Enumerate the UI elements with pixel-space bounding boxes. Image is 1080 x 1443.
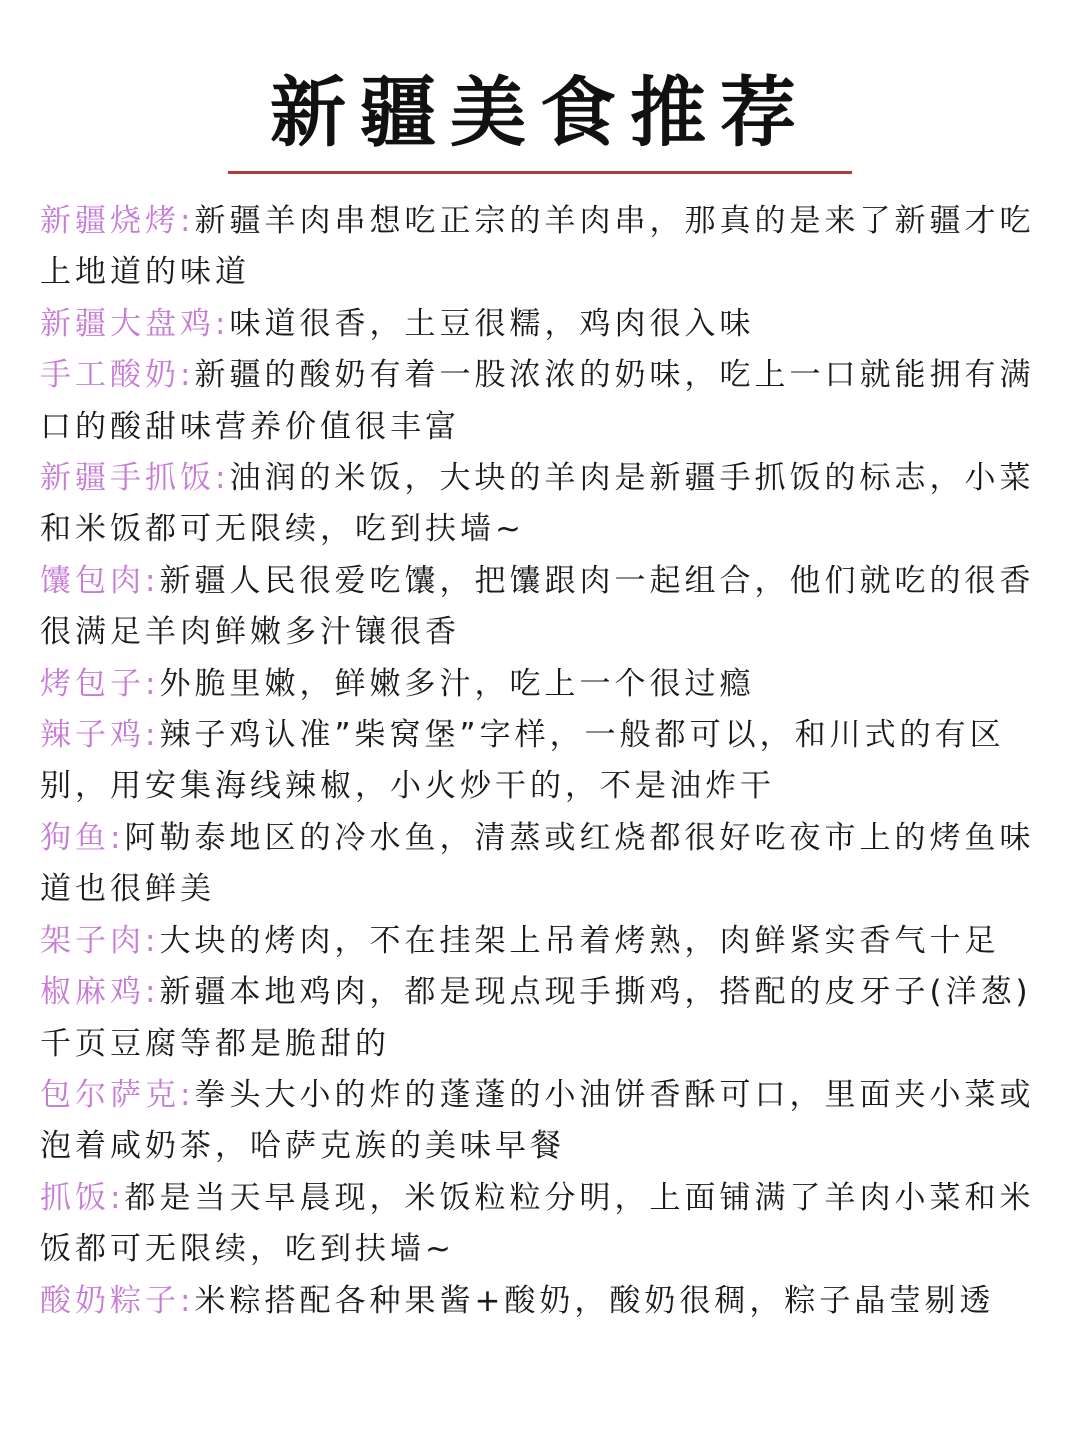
item-description: 油润的米饭，大块的羊肉是新疆手抓饭的标志，小菜和米饭都可无限续，吃到扶墙~	[40, 460, 1035, 548]
item-description: 新疆人民很爱吃馕，把馕跟肉一起组合，他们就吃的很香很满足羊肉鲜嫩多汁镶很香	[40, 562, 1035, 651]
item-label: 酸奶粽子	[40, 1282, 180, 1319]
item-description: 新疆本地鸡肉，都是现点现手撕鸡，搭配的皮牙子(洋葱)千页豆腐等都是脆甜的	[40, 974, 1032, 1062]
item-label: 辣子鸡	[40, 717, 145, 754]
list-item: 包尔萨克:拳头大小的炸的蓬蓬的小油饼香酥可口，里面夹小菜或泡着咸奶茶，哈萨克族的美味早餐	[40, 1076, 1035, 1165]
item-label: 新疆大盘鸡	[40, 305, 215, 342]
item-description: 味道很香，土豆很糯，鸡肉很入味	[229, 305, 755, 342]
item-label: 抓饭	[40, 1179, 110, 1216]
item-description: 阿勒泰地区的冷水鱼，清蒸或红烧都很好吃夜市上的烤鱼味道也很鲜美	[40, 819, 1035, 908]
list-item: 新疆烧烤:新疆羊肉串想吃正宗的羊肉串，那真的是来了新疆才吃上地道的味道	[40, 203, 1035, 291]
list-item: 馕包肉:新疆人民很爱吃馕，把馕跟肉一起组合，他们就吃的很香很满足羊肉鲜嫩多汁镶很香	[40, 562, 1035, 651]
item-label: 狗鱼	[40, 819, 110, 856]
item-description: 米粽搭配各种果酱+酸奶，酸奶很稠，粽子晶莹剔透	[194, 1282, 995, 1319]
list-item: 新疆大盘鸡:味道很香，土豆很糯，鸡肉很入味	[40, 305, 755, 342]
list-item: 抓饭:都是当天早晨现，米饭粒粒分明，上面铺满了羊肉小菜和米饭都可无限续，吃到扶墙~	[40, 1179, 1035, 1268]
list-item: 狗鱼:阿勒泰地区的冷水鱼，清蒸或红烧都很好吃夜市上的烤鱼味道也很鲜美	[40, 819, 1035, 908]
item-label: 手工酸奶	[40, 357, 180, 394]
list-item: 椒麻鸡:新疆本地鸡肉，都是现点现手撕鸡，搭配的皮牙子(洋葱)千页豆腐等都是脆甜的	[40, 974, 1032, 1062]
item-description: 新疆的酸奶有着一股浓浓的奶味，吃上一口就能拥有满口的酸甜味营养价值很丰富	[40, 357, 1035, 445]
list-item: 烤包子:外脆里嫩，鲜嫩多汁，吃上一个很过瘾	[40, 665, 755, 702]
list-item: 手工酸奶:新疆的酸奶有着一股浓浓的奶味，吃上一口就能拥有满口的酸甜味营养价值很丰富	[40, 357, 1035, 445]
title-underline	[228, 171, 852, 174]
item-description: 新疆羊肉串想吃正宗的羊肉串，那真的是来了新疆才吃上地道的味道	[40, 203, 1035, 291]
list-item: 辣子鸡:辣子鸡认准”柴窝堡”字样，一般都可以，和川式的有区别，用安集海线辣椒，小火炒干的，不是油炸干	[40, 717, 1005, 805]
item-label: 烤包子	[40, 665, 145, 702]
item-description: 拳头大小的炸的蓬蓬的小油饼香酥可口，里面夹小菜或泡着咸奶茶，哈萨克族的美味早餐	[40, 1076, 1035, 1165]
list-item: 酸奶粽子:米粽搭配各种果酱+酸奶，酸奶很稠，粽子晶莹剔透	[40, 1282, 995, 1319]
item-label: 馕包肉	[40, 562, 145, 599]
item-description: 都是当天早晨现，米饭粒粒分明，上面铺满了羊肉小菜和米饭都可无限续，吃到扶墙~	[40, 1179, 1035, 1268]
item-description: 外脆里嫩，鲜嫩多汁，吃上一个很过瘾	[159, 665, 755, 702]
list-item: 架子肉:大块的烤肉，不在挂架上吊着烤熟，肉鲜紧实香气十足	[40, 922, 1000, 959]
item-description: 辣子鸡认准”柴窝堡”字样，一般都可以，和川式的有区别，用安集海线辣椒，小火炒干的，不是油炸干	[40, 717, 1005, 805]
item-label: 包尔萨克	[40, 1076, 180, 1113]
item-label: 新疆烧烤	[40, 203, 180, 239]
item-label: 架子肉	[40, 922, 145, 959]
page-title: 新疆美食推荐	[270, 68, 810, 157]
food-list	[40, 196, 1040, 1327]
item-label: 椒麻鸡	[40, 974, 145, 1011]
list-item: 新疆手抓饭:油润的米饭，大块的羊肉是新疆手抓饭的标志，小菜和米饭都可无限续，吃到扶墙~	[40, 460, 1035, 548]
item-label: 新疆手抓饭	[40, 460, 215, 497]
item-description: 大块的烤肉，不在挂架上吊着烤熟，肉鲜紧实香气十足	[159, 922, 1000, 959]
